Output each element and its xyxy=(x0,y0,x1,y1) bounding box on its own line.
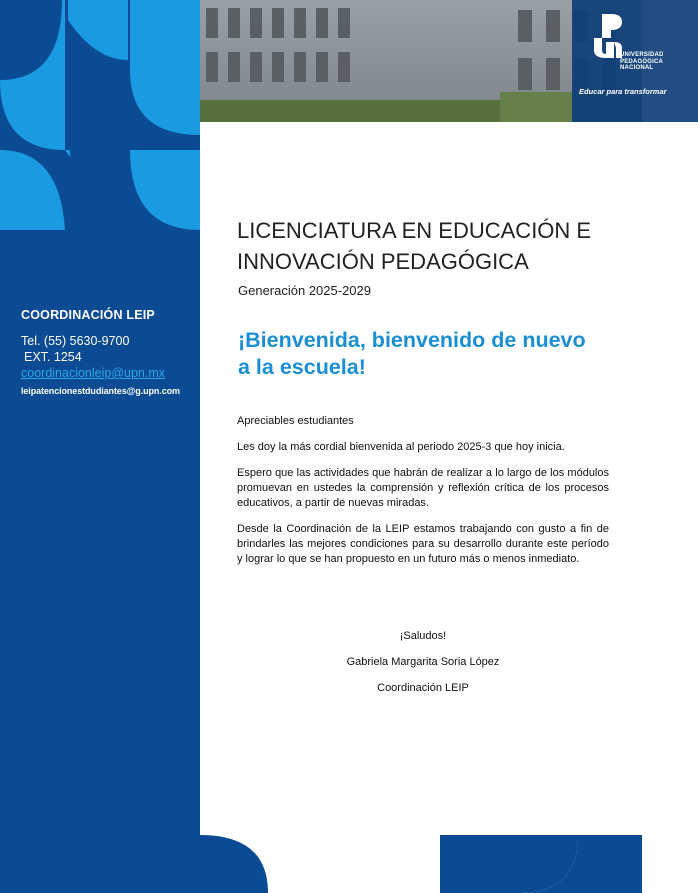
paragraph: Les doy la más cordial bienvenida al periodo 2025-3 que hoy inicia. xyxy=(237,441,565,453)
decorative-shapes xyxy=(0,0,200,893)
phone-number: Tel. (55) 5630-9700 xyxy=(21,334,130,348)
sidebar xyxy=(0,0,200,893)
signer-role: Coordinación LEIP xyxy=(377,682,469,694)
paragraph: Espero que las actividades que habrán de realizar a lo largo de los módulos promuevan en ustedes la comprensión y reflexión crítica de los procesos educativos, a partir de nuevas miradas. xyxy=(237,467,609,509)
signer-name: Gabriela Margarita Soria López xyxy=(346,656,500,668)
email-secondary: leipatencionestdudiantes@g.upn.com xyxy=(21,386,180,396)
program-title: LICENCIATURA EN EDUCACIÓN E INNOVACIÓN PEDAGÓGICA xyxy=(237,218,592,274)
paragraph: Desde la Coordinación de la LEIP estamos trabajando con gusto a fin de brindarles las mejores condiciones para su desarrollo durante este período y lograr lo que se han propuesto en un futuro más o menos inmediato. xyxy=(237,523,609,565)
phone-extension: EXT. 1254 xyxy=(24,350,82,364)
tagline: Educar para transformar xyxy=(579,87,667,96)
closing-greeting: ¡Saludos! xyxy=(399,630,447,642)
welcome-heading: ¡Bienvenida, bienvenido de nuevo a la escuela! xyxy=(238,328,586,379)
generation-label: Generación 2025-2029 xyxy=(238,283,371,298)
letter-body xyxy=(237,414,609,578)
letter-closing xyxy=(237,630,609,708)
header-photo xyxy=(200,0,667,122)
university-name: UNIVERSIDAD PEDAGÓGICA NACIONAL xyxy=(620,52,664,71)
contact-block xyxy=(21,308,199,396)
coordination-name: COORDINACIÓN LEIP xyxy=(21,308,155,322)
salutation: Apreciables estudiantes xyxy=(237,415,354,427)
email-link-primary[interactable]: coordinacionleip@upn.mx xyxy=(21,366,166,380)
upn-logo-box xyxy=(572,0,698,122)
